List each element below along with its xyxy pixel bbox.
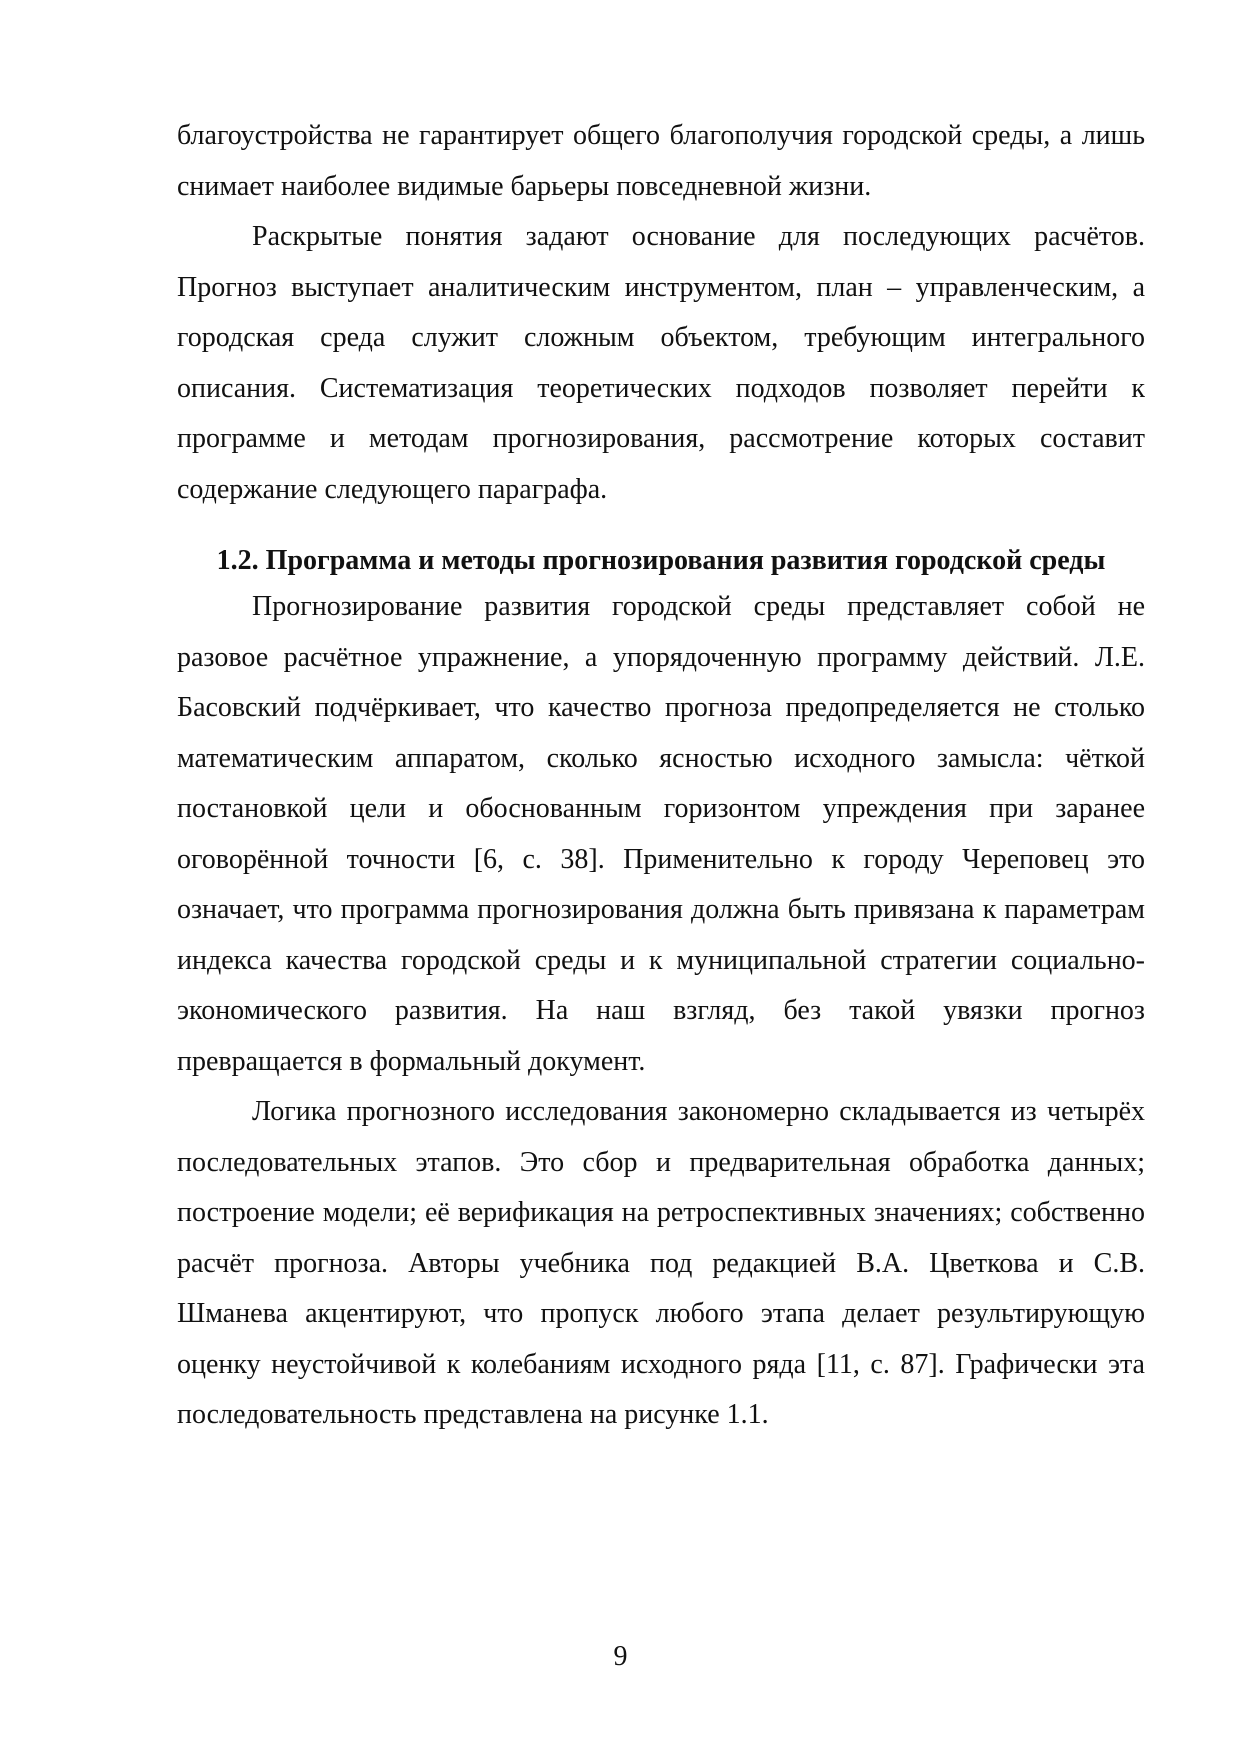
page-body	[177, 111, 1145, 1441]
paragraph-forecast-stages: Логика прогнозного исследования закономерно складывается из четырёх последовательных этапов. Это сбор и предварительная обработка данных; построение модели; её верификация на ретроспективных значениях; собственно расчёт прогноза. Авторы учебника под редакцией В.А. Цветкова и С.В. Шманева акцентируют, что пропуск любого этапа делает результирующую оценку неустойчивой к колебаниям исходного ряда [11, с. 87]. Графически эта последовательность представлена на рисунке 1.1.	[177, 1096, 1145, 1430]
paragraph-concepts-summary: Раскрытые понятия задают основание для последующих расчётов. Прогноз выступает аналитическим инструментом, план – управленческим, а городская среда служит сложным объектом, требующим интегрального описания. Систематизация теоретических подходов позволяет перейти к программе и методам прогнозирования, рассмотрение которых составит содержание следующего параграфа.	[177, 221, 1145, 505]
paragraph-continuation: благоустройства не гарантирует общего благополучия городской среды, а лишь снимает наиболее видимые барьеры повседневной жизни.	[177, 120, 1145, 202]
page-number: 9	[613, 1641, 628, 1672]
paragraph-forecast-program: Прогнозирование развития городской среды представляет собой не разовое расчётное упражнение, а упорядоченную программу действий. Л.Е. Басовский подчёркивает, что качество прогноза предопределяется не столько математическим аппаратом, сколько ясностью исходного замысла: чёткой постановкой цели и обоснованным горизонтом упреждения при заранее оговорённой точности [6, с. 38]. Применительно к городу Череповец это означает, что программа прогнозирования должна быть привязана к параметрам индекса качества городской среды и к муниципальной стратегии социально-экономического развития. На наш взгляд, без такой увязки прогноз превращается в формальный документ.	[177, 591, 1145, 1077]
section-heading: 1.2. Программа и методы прогнозирования развития городской среды	[216, 545, 1106, 576]
